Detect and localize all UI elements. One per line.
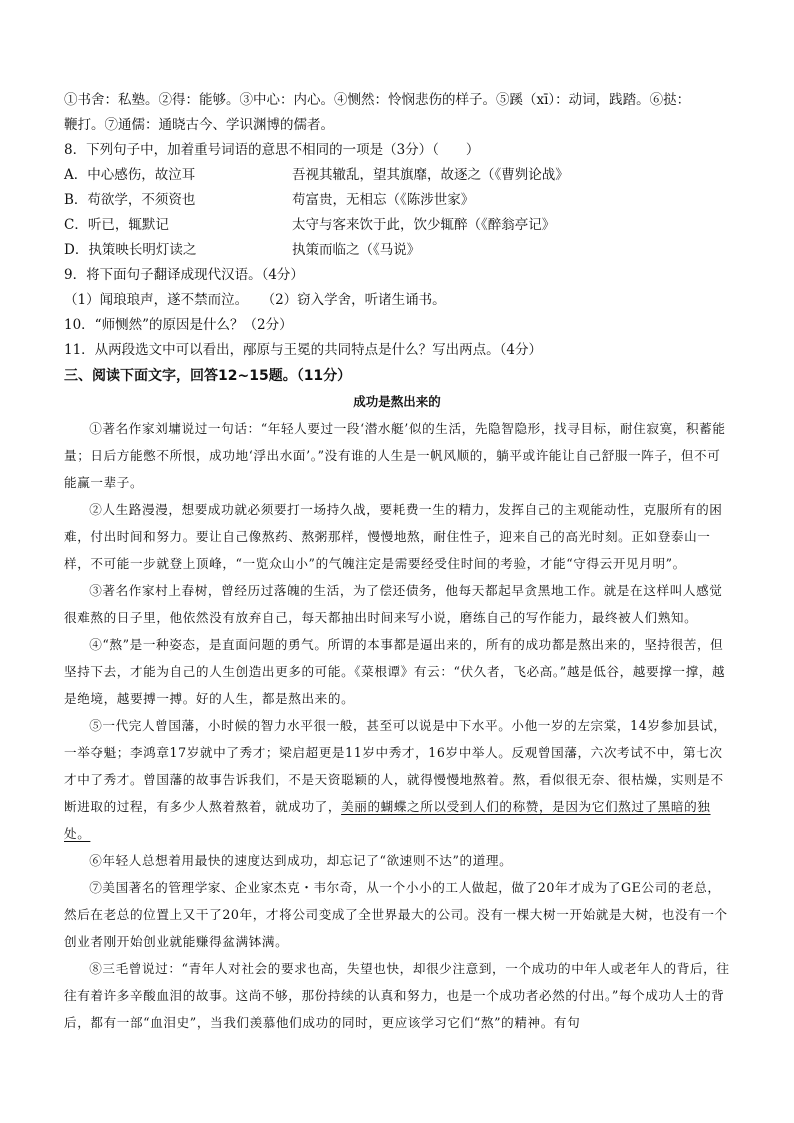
article-paragraph-3: ③著名作家村上春树，曾经历过落魄的生活，为了偿还债务，他每天都起早贪黑地工作。就是在这样叫人感觉很难熬的日子里，他依然没有放弃自己，每天都抽出时间来写小说，磨练自己的写作能力，最终被人们熟知。 [64, 583, 723, 625]
article-paragraph-8: ⑧三毛曾说过：“青年人对社会的要求也高，失望也快，却很少注意到，一个成功的中年人或老年人的背后，往往有着许多辛酸血泪的故事。这尚不够，那份持续的认真和努力，也是一个成功者必然的付出。”每个成功人士的背后，都有一部“血泪史”，当我们羡慕他们成功的同时，更应该学习它们“熬”的精神。有句 [64, 961, 730, 1030]
notes-line-2: 鞭打。⑦通儒：通晓古今、学识渊博的儒者。 [64, 117, 334, 133]
underlined-sentence: 美丽的蝴蝶之所以受到人们的称赞，是因为它们熬过了黑暗的独处。 [64, 799, 711, 841]
document-page [64, 88, 730, 1036]
question-11: 11．从两段选文中可以看出，邴原与王冕的共同特点是什么？写出两点。（4分） [64, 342, 543, 358]
article-paragraph-1: ①著名作家刘墉说过一句话：“年轻人要过一段‘潜水艇’似的生活，先隐智隐形，找寻目标，耐住寂寞，积蓄能量；日后方能憋不所恨，成功地‘浮出水面’。”没有谁的人生是一帆风顺的，躺平或许能让自己舒服一阵子，但不可能赢一辈子。 [64, 421, 726, 490]
option-b-right: 苟富贵，无相忘（《陈涉世家》 [292, 192, 475, 208]
article-paragraph-6: ⑥年轻人总想着用最快的速度达到成功，却忘记了“欲速则不达”的道理。 [89, 853, 513, 868]
question-9-stem: 9．将下面句子翻译成现代汉语。（4分） [64, 267, 304, 283]
option-c-right: 太守与客来饮于此，饮少辄醉（《醉翁亭记》 [292, 217, 556, 233]
option-b-left: B．苟欲学，不须资也 [64, 192, 196, 208]
article-paragraph-5 [64, 712, 730, 847]
option-d-left: D．执策映长明灯读之 [64, 242, 197, 258]
option-d-right: 执策而临之（《马说》 [292, 242, 421, 258]
question-10: 10．“师恻然”的原因是什么？（2分） [64, 317, 293, 333]
article-paragraph-2: ②人生路漫漫，想要成功就必须要打一场持久战，要耗费一生的精力，发挥自己的主观能动性，克服所有的困难，付出时间和努力。要让自己像熬药、熬粥那样，慢慢地熬，耐住性子，迎来自己的高光时刻。正如登泰山一样，不可能一步就登上顶峰，“一览众山小”的气魄注定是需要经受住时间的考验，才能“守得云开见月明”。 [64, 502, 723, 571]
article-title: 成功是熬出来的 [353, 394, 441, 409]
article-paragraph-7: ⑦美国著名的管理学家、企业家杰克・韦尔奇，从一个小小的工人做起，做了20年才成为了GE公司的老总，然后在老总的位置上又干了20年，才将公司变成了全世界最大的公司。没有一棵大树一开始就是大树，也没有一个创业者刚开始创业就能赚得盆满钵满。 [64, 880, 728, 949]
article-paragraph-4: ④“熬”是一种姿态，是直面问题的勇气。所谓的本事都是逼出来的，所有的成功都是熬出来的，坚持很苦，但坚持下去，才能为自己的人生创造出更多的可能。《菜根谭》有云：“伏久者，飞必高。”越是低谷，越要撑一撑，越是绝境，越要搏一搏。好的人生，都是熬出来的。 [64, 637, 726, 706]
question-9-items: （1）闻琅琅声，遂不禁而泣。 （2）窃入学舍，听诸生诵书。 [64, 292, 446, 308]
section-3-heading: 三、阅读下面文字，回答12~15题。（11分） [64, 368, 352, 384]
notes-line-1: ①书舍：私塾。②得：能够。③中心：内心。④恻然：怜悯悲伤的样子。⑤蹊（xī）：动词，践踏。⑥挞： [64, 92, 691, 108]
paragraph-5-text: ⑤一代完人曾国藩，小时候的智力水平很一般，甚至可以说是中下水平。小他一岁的左宗棠，14岁参加县试，一举夺魁；李鸿章17岁就中了秀才；梁启超更是11岁中秀才，16岁中举人。反观曾国藩，六次考试不中，第七次才中了秀才。曾国藩的故事告诉我们，不是天资聪颖的人，就得慢慢地熬着。熬，看似很无奈、很枯燥，实则是不断进取的过程，有多少人熬着熬着，就成功了， [64, 718, 727, 814]
question-8-option-a [64, 163, 730, 188]
option-a-left: A．中心感伤，故泣耳 [64, 167, 196, 183]
question-8-option-b [64, 188, 730, 213]
question-8-stem: 8．下列句子中，加着重号词语的意思不相同的一项是（3分）（ ） [64, 142, 480, 158]
option-a-right: 吾视其辙乱，望其旗靡，故逐之（《曹刿论战》 [292, 167, 569, 183]
question-8-option-c [64, 213, 730, 238]
question-8-option-d [64, 238, 730, 263]
option-c-left: C．听已，辄默记 [64, 217, 169, 233]
